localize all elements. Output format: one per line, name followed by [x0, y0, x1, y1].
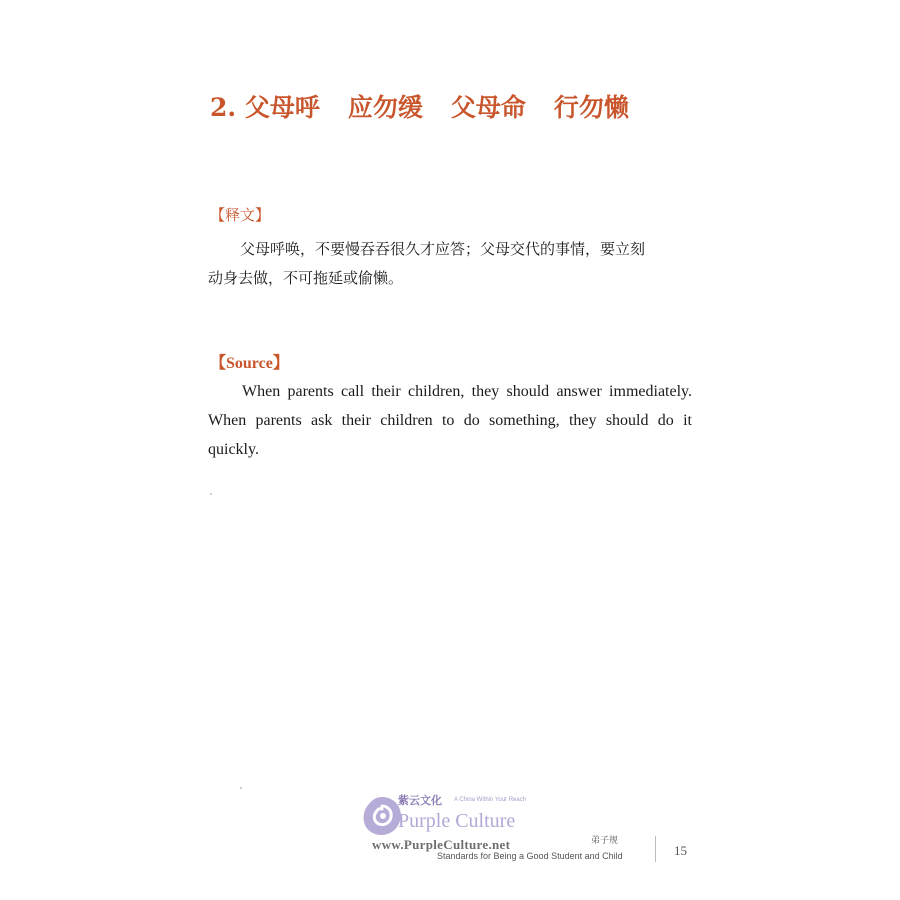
title-number: 2. [210, 93, 237, 122]
source-line: When parents ask their children to do something, they should do it [208, 412, 692, 429]
footer-book-title: 弟子规 [591, 836, 619, 846]
source-paragraph [208, 377, 692, 464]
explanation-line: 父母呼唤，不要慢吞吞很久才应答；父母交代的事情，要立刻 [240, 240, 646, 258]
source-line: When parents call their children, they should answer immediately. [242, 383, 692, 400]
explanation-paragraph [208, 235, 692, 293]
page-number: 15 [674, 843, 687, 858]
title-phrase-1: 父母呼 [244, 93, 320, 122]
title-phrase-3: 父母命 [450, 93, 526, 122]
watermark-tagline: A China Within Your Reach [454, 797, 527, 803]
source-heading: 【Source】 [210, 355, 289, 372]
explanation-line: 动身去做，不可拖延或偷懒。 [208, 269, 404, 287]
source-line: quickly. [208, 441, 259, 458]
watermark-brand: Purple Culture [398, 810, 516, 832]
explanation-heading: 【释文】 [210, 206, 271, 224]
paper-speck [240, 787, 242, 789]
watermark-brand-chinese: 紫云文化 [398, 794, 442, 807]
watermark-url: www.PurpleCulture.net [372, 837, 511, 852]
footer-subtitle: Standards for Being a Good Student and Child [437, 851, 623, 861]
paper-speck [210, 493, 212, 495]
title-phrase-4: 行勿懒 [553, 93, 629, 122]
footer-divider [655, 836, 656, 862]
page-title [210, 88, 629, 124]
title-phrase-2: 应勿缓 [347, 93, 423, 122]
